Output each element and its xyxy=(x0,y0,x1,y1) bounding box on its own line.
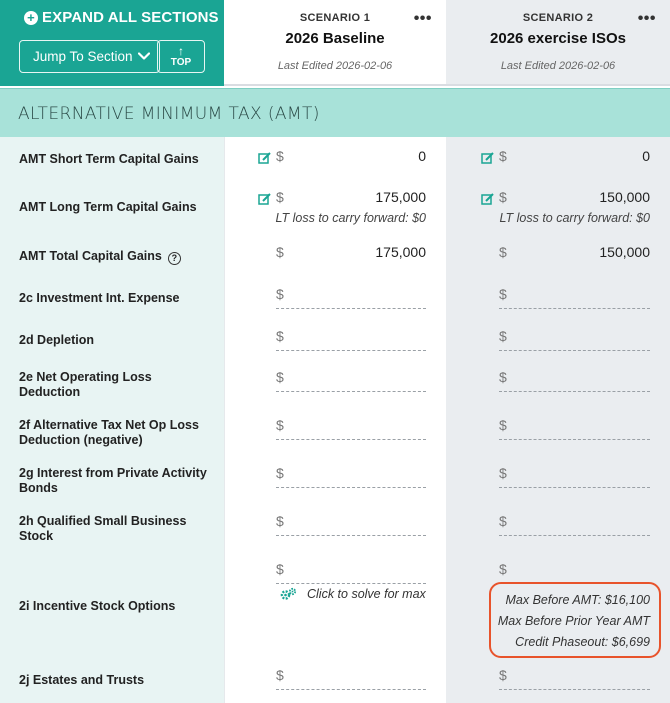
solve-for-max-button[interactable] xyxy=(280,587,426,601)
scenario-name[interactable]: 2026 exercise ISOs xyxy=(490,30,626,47)
scenario-2-header xyxy=(446,0,670,86)
input-net-operating-loss[interactable] xyxy=(225,369,446,409)
input-underline xyxy=(276,391,426,392)
more-dots-icon[interactable]: ••• xyxy=(637,10,656,27)
scenario-1-column xyxy=(224,137,446,703)
help-icon[interactable]: ? xyxy=(168,252,181,265)
cell-total-gains xyxy=(446,244,670,284)
currency-symbol: $ xyxy=(276,513,284,529)
row-label: AMT Long Term Capital Gains xyxy=(19,200,197,214)
row-label: 2d Depletion xyxy=(19,333,95,347)
row-label: 2h Qualified Small Business Stock xyxy=(19,514,187,543)
top-label: TOP xyxy=(170,56,192,68)
input-underline xyxy=(276,535,426,536)
edit-icon[interactable] xyxy=(258,151,272,165)
row-label: AMT Short Term Capital Gains xyxy=(19,152,199,166)
chevron-down-icon xyxy=(138,50,150,62)
value-field: 150,000 xyxy=(599,244,650,260)
currency-symbol: $ xyxy=(276,148,284,164)
expand-all-label: EXPAND ALL SECTIONS xyxy=(42,9,219,26)
currency-symbol: $ xyxy=(499,369,507,385)
input-private-activity-bonds[interactable] xyxy=(446,465,670,505)
input-atnol-deduction[interactable] xyxy=(446,417,670,457)
currency-symbol: $ xyxy=(276,189,284,205)
input-underline xyxy=(499,439,650,440)
input-underline xyxy=(499,487,650,488)
max-before-prior-year-amt: Max Before Prior Year AMT xyxy=(497,614,650,628)
currency-symbol: $ xyxy=(276,465,284,481)
input-underline xyxy=(276,439,426,440)
row-label: 2g Interest from Private Activity Bonds xyxy=(19,466,207,495)
input-underline xyxy=(276,487,426,488)
input-underline xyxy=(276,350,426,351)
row-label-text: AMT Total Capital Gains xyxy=(19,249,162,263)
input-investment-int-expense[interactable] xyxy=(225,286,446,326)
currency-symbol: $ xyxy=(499,465,507,481)
plus-circle-icon: + xyxy=(24,11,38,25)
input-estates-trusts[interactable] xyxy=(225,667,446,703)
currency-symbol: $ xyxy=(499,286,507,302)
currency-symbol: $ xyxy=(499,189,507,205)
input-private-activity-bonds[interactable] xyxy=(225,465,446,505)
edit-icon[interactable] xyxy=(481,151,495,165)
currency-symbol: $ xyxy=(276,561,284,577)
scenario-name[interactable]: 2026 Baseline xyxy=(285,30,385,47)
input-qsbs[interactable] xyxy=(446,513,670,553)
input-investment-int-expense[interactable] xyxy=(446,286,670,326)
cell-short-term-gains xyxy=(446,148,670,188)
input-qsbs[interactable] xyxy=(225,513,446,553)
input-depletion[interactable] xyxy=(446,328,670,368)
scenario-last-edited: Last Edited 2026-02-06 xyxy=(500,60,616,72)
currency-symbol: $ xyxy=(499,667,507,683)
label-column xyxy=(0,137,224,703)
scenario-label: SCENARIO 1 xyxy=(299,12,371,24)
credit-phaseout: Credit Phaseout: $6,699 xyxy=(515,635,650,649)
top-button[interactable] xyxy=(157,40,205,73)
input-atnol-deduction[interactable] xyxy=(225,417,446,457)
currency-symbol: $ xyxy=(499,328,507,344)
value-field[interactable]: 0 xyxy=(418,148,426,164)
section-body xyxy=(0,137,670,703)
currency-symbol: $ xyxy=(276,417,284,433)
carry-forward-note: LT loss to carry forward: $0 xyxy=(499,211,650,225)
input-underline xyxy=(499,391,650,392)
row-label-total-gains xyxy=(19,249,214,265)
jump-to-section-label: Jump To Section xyxy=(33,49,133,64)
edit-icon[interactable] xyxy=(258,192,272,206)
more-dots-icon[interactable]: ••• xyxy=(413,10,432,27)
input-net-operating-loss[interactable] xyxy=(446,369,670,409)
carry-forward-note: LT loss to carry forward: $0 xyxy=(275,211,426,225)
currency-symbol: $ xyxy=(276,369,284,385)
solve-for-max-label: Click to solve for max xyxy=(307,587,426,601)
currency-symbol: $ xyxy=(499,417,507,433)
currency-symbol: $ xyxy=(499,561,507,577)
row-label: 2c Investment Int. Expense xyxy=(19,291,180,305)
input-underline xyxy=(276,689,426,690)
scenario-last-edited: Last Edited 2026-02-06 xyxy=(277,60,393,72)
row-label: 2f Alternative Tax Net Op Loss Deduction (negative) xyxy=(19,418,199,447)
section-header-amt[interactable] xyxy=(0,88,670,137)
row-label: 2i Incentive Stock Options xyxy=(19,599,176,613)
currency-symbol: $ xyxy=(276,328,284,344)
scenario-1-header xyxy=(224,0,446,86)
cell-long-term-gains xyxy=(446,189,670,229)
expand-all-button[interactable] xyxy=(24,9,219,26)
iso-max-info xyxy=(498,590,650,653)
input-underline xyxy=(276,583,426,584)
input-underline xyxy=(499,308,650,309)
cell-long-term-gains xyxy=(225,189,446,229)
currency-symbol: $ xyxy=(276,286,284,302)
input-underline xyxy=(499,350,650,351)
row-label: 2j Estates and Trusts xyxy=(19,673,145,687)
gears-icon xyxy=(280,587,297,601)
currency-symbol: $ xyxy=(499,513,507,529)
cell-short-term-gains xyxy=(225,148,446,188)
currency-symbol: $ xyxy=(499,244,507,260)
input-depletion[interactable] xyxy=(225,328,446,368)
section-title: ALTERNATIVE MINIMUM TAX (AMT) xyxy=(18,104,320,124)
value-field: 175,000 xyxy=(375,244,426,260)
jump-to-section-select[interactable] xyxy=(19,40,160,73)
value-field[interactable]: 0 xyxy=(642,148,650,164)
header-controls xyxy=(0,0,224,86)
currency-symbol: $ xyxy=(499,148,507,164)
currency-symbol: $ xyxy=(276,244,284,260)
currency-symbol: $ xyxy=(276,667,284,683)
cell-total-gains xyxy=(225,244,446,284)
value-field[interactable]: 150,000 xyxy=(599,189,650,205)
input-estates-trusts[interactable] xyxy=(446,667,670,703)
scenario-label: SCENARIO 2 xyxy=(522,12,594,24)
scenario-2-column xyxy=(446,137,670,703)
value-field[interactable]: 175,000 xyxy=(375,189,426,205)
edit-icon[interactable] xyxy=(481,192,495,206)
row-label: 2e Net Operating Loss Deduction xyxy=(19,370,152,399)
input-underline xyxy=(276,308,426,309)
input-underline xyxy=(499,535,650,536)
header xyxy=(0,0,670,86)
arrow-up-icon: ↑ xyxy=(178,43,184,58)
input-underline xyxy=(499,689,650,690)
max-before-amt: Max Before AMT: $16,100 xyxy=(505,593,650,607)
